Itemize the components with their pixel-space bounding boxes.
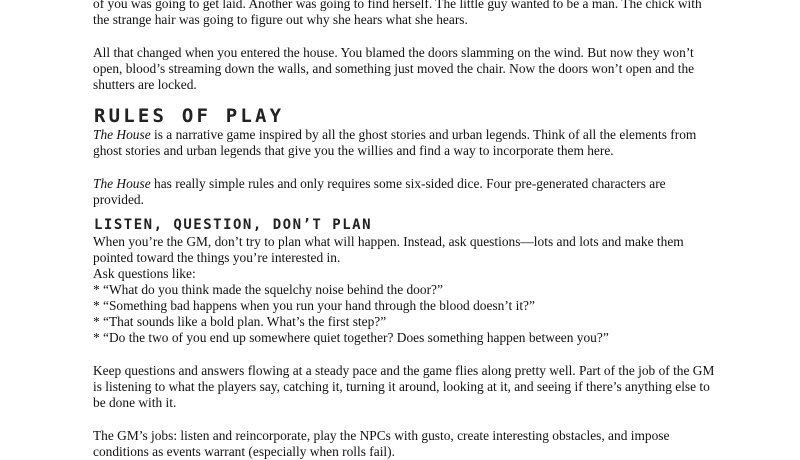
game-title: The House bbox=[93, 176, 151, 191]
listen-question-heading: LISTEN, QUESTION, DON’T PLAN bbox=[94, 217, 373, 233]
rules-paragraph-2-line-1 bbox=[93, 176, 666, 192]
rules-of-play-heading: RULES OF PLAY bbox=[94, 105, 285, 127]
rules-paragraph-2-line-2: provided. bbox=[93, 192, 144, 207]
jobs-line-2: conditions as events warrant (especially when rolls fail). bbox=[93, 444, 395, 459]
game-title: The House bbox=[93, 127, 151, 142]
listen-line-3: Ask questions like: bbox=[93, 266, 196, 281]
document-page bbox=[93, 0, 715, 459]
story-line-3: shutters are locked. bbox=[93, 77, 197, 92]
listen-line-2: pointed toward the things you’re interested in. bbox=[93, 250, 341, 265]
rules-p2-text: has really simple rules and only requires some six-sided dice. Four pre-generated characters are bbox=[150, 176, 666, 191]
pace-line-1: Keep questions and answers flowing at a steady pace and the game flies along pretty well. Part of the job of the GM bbox=[93, 363, 715, 378]
intro-line-1: of you was going to get laid. Another was going to find herself. The little guy wanted to be a man. The chick with bbox=[93, 0, 702, 11]
story-line-1: All that changed when you entered the house. You blamed the doors slamming on the wind. But now they won’t bbox=[93, 45, 694, 60]
question-item: * “That sounds like a bold plan. What’s the first step?” bbox=[93, 314, 387, 329]
intro-line-2: the strange hair was going to figure out why she hears what she hears. bbox=[93, 12, 468, 27]
pace-line-2: is listening to what the players say, catching it, turning it around, looking at it, and seeing if there’s anything else to bbox=[93, 379, 710, 394]
story-line-2: open, blood’s streaming down the walls, and something just moved the chair. Now the doors won’t open and the bbox=[93, 61, 695, 76]
pace-line-3: be done with it. bbox=[93, 395, 177, 410]
jobs-line-1: The GM’s jobs: listen and reincorporate, play the NPCs with gusto, create interesting obstacles, and impose bbox=[93, 428, 670, 443]
question-item: * “Something bad happens when you run your hand through the blood doesn’t it?” bbox=[93, 298, 535, 313]
listen-line-1: When you’re the GM, don’t try to plan what will happen. Instead, ask questions—lots and lots and make them bbox=[93, 234, 684, 249]
rules-p1-text: is a narrative game inspired by all the ghost stories and urban legends. Think of all the elements from bbox=[150, 127, 697, 142]
question-item: * “Do the two of you end up somewhere quiet together? Does something happen between you?” bbox=[93, 330, 609, 345]
rules-paragraph-1-line-1 bbox=[93, 127, 696, 143]
question-item: * “What do you think made the squelchy noise behind the door?” bbox=[93, 282, 443, 297]
rules-paragraph-1-line-2: ghost stories and urban legends that give you the willies and find a way to incorporate them here. bbox=[93, 143, 614, 158]
